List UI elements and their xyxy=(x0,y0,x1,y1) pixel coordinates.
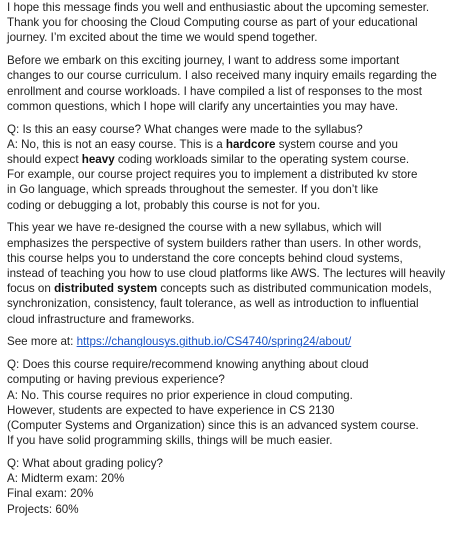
faq-answer-line xyxy=(7,137,469,152)
text-line: cloud infrastructure and frameworks. xyxy=(7,312,195,326)
text-line xyxy=(7,281,469,296)
faq-answer-line xyxy=(7,152,469,167)
faq-question: Q: Does this course require/recommend knowing anything about cloud xyxy=(7,358,369,372)
text-line: journey. I’m excited about the time we would spend together. xyxy=(7,31,318,45)
text-line: However, students are expected to have experience in CS 2130 xyxy=(7,403,335,417)
text-line: common questions, which I hope will clarify any uncertainties you may have. xyxy=(7,99,399,113)
faq-easy-course xyxy=(7,122,469,213)
text-line: this course helps you to understand the core concepts behind cloud systems, xyxy=(7,251,403,265)
text-run: coding workloads similar to the operating system course. xyxy=(114,153,410,167)
text-run: system course and you xyxy=(275,137,398,151)
text-line: synchronization, consistency, fault tolerance, as well as introduction to influential xyxy=(7,297,419,311)
grading-item: A: Midterm exam: 20% xyxy=(7,472,125,486)
faq-prior-experience xyxy=(7,357,469,448)
faq-grading-policy xyxy=(7,456,469,517)
faq-question: computing or having previous experience? xyxy=(7,373,225,387)
intro-paragraph xyxy=(7,0,469,46)
text-line xyxy=(7,334,469,349)
text-line: This year we have re-designed the course with a new syllabus, which will xyxy=(7,221,382,235)
text-line: Thank you for choosing the Cloud Computing course as part of your educational xyxy=(7,16,418,30)
faq-question: Q: Is this an easy course? What changes were made to the syllabus? xyxy=(7,122,363,136)
text-line: If you have solid programming skills, things will be much easier. xyxy=(7,434,333,448)
faq-answer-line: A: No. This course requires no prior experience in cloud computing. xyxy=(7,388,353,402)
text-line: changes to our course curriculum. I also received many inquiry emails regarding the xyxy=(7,69,437,83)
text-line: (Computer Systems and Organization) since this is an advanced system course. xyxy=(7,419,419,433)
text-line: For example, our course project requires you to implement a distributed kv store xyxy=(7,168,418,182)
text-line: enrollment and course workloads. I have compiled a list of responses to the most xyxy=(7,84,423,98)
course-website-link[interactable]: https://changlousys.github.io/CS4740/spring24/about/ xyxy=(76,335,352,349)
grading-item: Final exam: 20% xyxy=(7,487,94,501)
faq-question: Q: What about grading policy? xyxy=(7,457,163,471)
text-line: in Go language, which spreads throughout the semester. If you don’t like xyxy=(7,183,379,197)
text-line: coding or debugging a lot, probably this course is not for you. xyxy=(7,198,321,212)
text-line: I hope this message finds you well and enthusiastic about the upcoming semester. xyxy=(7,1,430,14)
text-run: should expect xyxy=(7,153,82,167)
bold-distributed-system: distributed system xyxy=(54,282,158,296)
text-run: A: No, this is not an easy course. This is a xyxy=(7,137,226,151)
changes-paragraph xyxy=(7,53,469,114)
text-run: concepts such as distributed communication models, xyxy=(157,282,432,296)
redesign-paragraph xyxy=(7,220,469,326)
text-line: Before we embark on this exciting journey, I want to address some important xyxy=(7,54,400,68)
bold-heavy: heavy xyxy=(81,153,115,167)
see-more-paragraph xyxy=(7,334,469,349)
grading-item: Projects: 60% xyxy=(7,502,79,516)
text-run: focus on xyxy=(7,282,55,296)
text-line: instead of teaching you how to use cloud platforms like AWS. The lectures will heavily xyxy=(7,267,446,281)
text-line: emphasizes the perspective of system builders rather than users. In other words, xyxy=(7,236,422,250)
bold-hardcore: hardcore xyxy=(225,137,276,151)
see-more-label: See more at: xyxy=(7,335,77,349)
